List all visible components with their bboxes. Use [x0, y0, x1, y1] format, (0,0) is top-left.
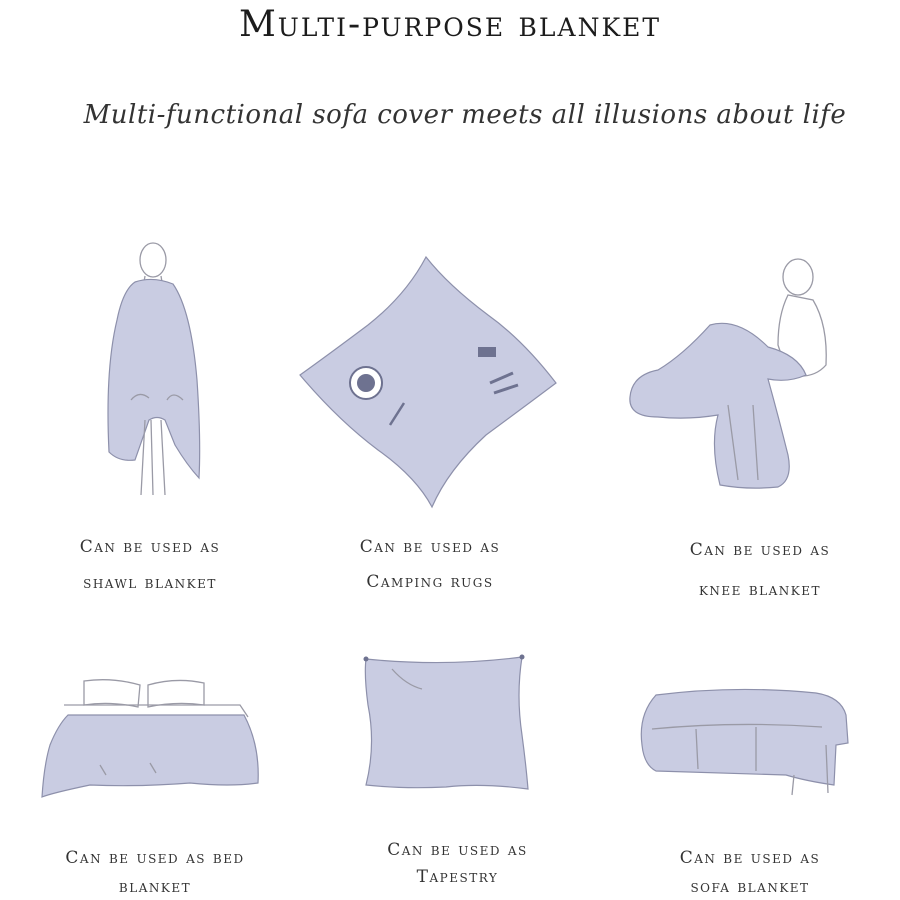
caption-line: shawl blanket	[83, 573, 217, 594]
page-title: Multi-purpose blanket	[238, 4, 662, 45]
caption-line: knee blanket	[698, 580, 822, 601]
use-caption-bed	[40, 848, 270, 898]
use-caption-shawl	[50, 537, 250, 594]
caption-line: Can be used as	[359, 537, 501, 557]
shawl-figure-icon	[95, 240, 215, 500]
tapestry-icon	[362, 655, 530, 795]
bed-blanket-icon	[40, 675, 265, 805]
sofa-blanket-icon	[636, 685, 851, 800]
knee-blanket-figure-icon	[628, 255, 833, 495]
caption-line: sofa blanket	[690, 877, 810, 898]
caption-line: Can be used as	[79, 537, 221, 557]
page-subtitle: Multi-functional sofa cover meets all illusions about life	[83, 100, 847, 130]
caption-line: blanket	[118, 877, 192, 898]
caption-line: Can be used as	[689, 540, 831, 560]
caption-line: Can be used as	[387, 840, 528, 860]
caption-line: Camping rugs	[366, 572, 494, 593]
caption-line: Can be used as	[679, 848, 821, 868]
use-caption-camping	[330, 537, 530, 593]
caption-line: Can be used as bed	[65, 848, 245, 868]
picnic-rug-icon	[298, 255, 560, 510]
use-caption-tapestry	[350, 840, 565, 888]
caption-line: Tapestry	[416, 867, 499, 888]
use-caption-sofa	[650, 848, 850, 898]
use-caption-knee	[660, 540, 860, 601]
